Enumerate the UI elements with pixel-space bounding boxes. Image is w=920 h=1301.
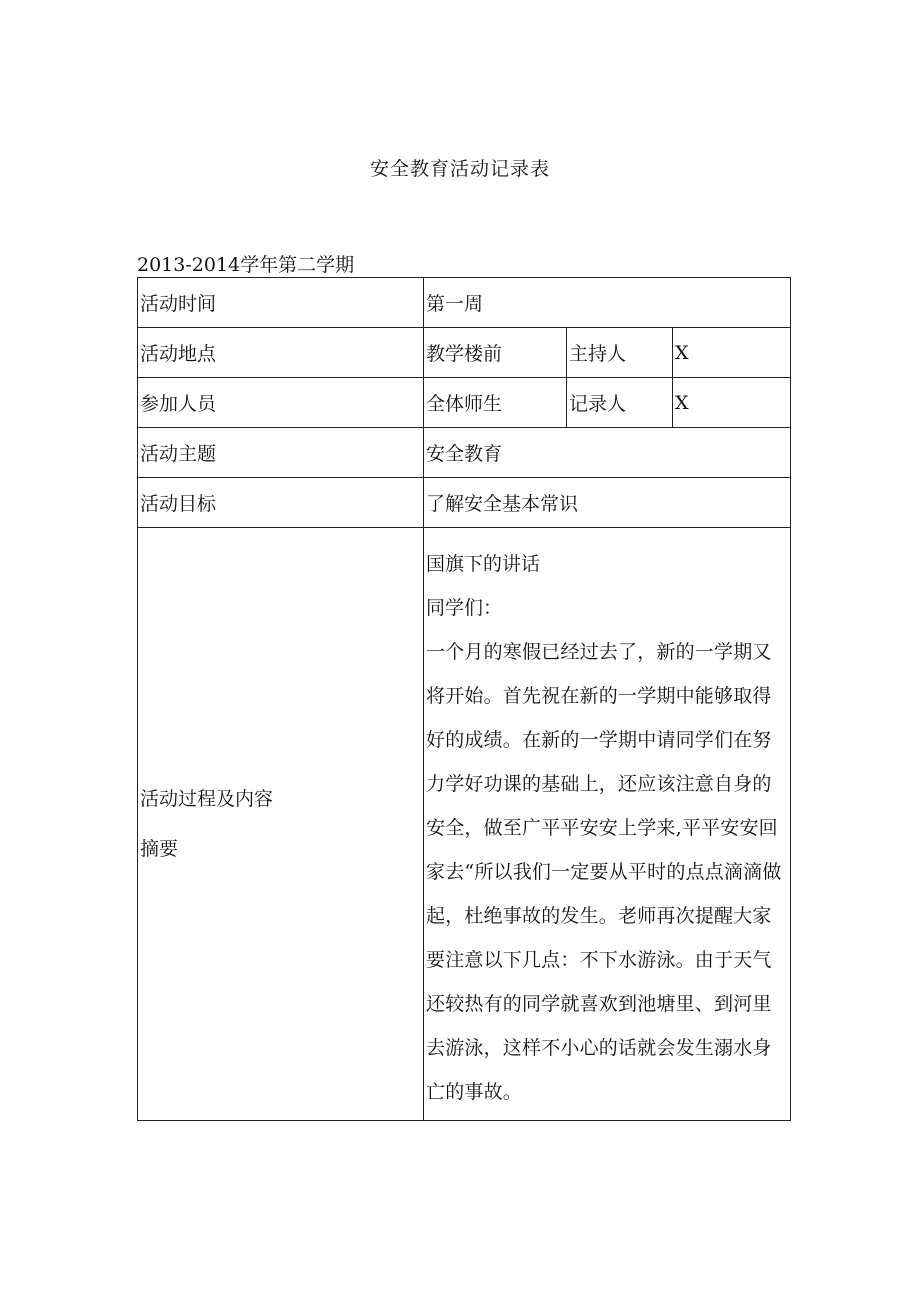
value-activity-goal: 了解安全基本常识 [424, 478, 791, 528]
label-participants: 参加人员 [138, 378, 424, 428]
label-activity-time: 活动时间 [138, 278, 424, 328]
label-activity-theme: 活动主题 [138, 428, 424, 478]
document-title: 安全教育活动记录表 [369, 158, 550, 180]
value-activity-time: 第一周 [424, 278, 791, 328]
table-row-time [138, 278, 791, 328]
summary-label-line1: 活动过程及内容 [140, 788, 274, 810]
value-activity-location: 教学楼前 [424, 328, 567, 378]
label-activity-goal: 活动目标 [138, 478, 424, 528]
table-row-participants [138, 378, 791, 428]
label-recorder: 记录人 [567, 378, 673, 428]
term-label: 2013-2014学年第二学期 [137, 254, 355, 276]
label-activity-location: 活动地点 [138, 328, 424, 378]
speech-heading: 国旗下的讲话 [426, 553, 541, 575]
summary-label-cell [138, 528, 424, 1121]
value-host: X [673, 328, 791, 378]
value-activity-theme: 安全教育 [424, 428, 791, 478]
label-host: 主持人 [567, 328, 673, 378]
speech-greeting: 同学们： [426, 597, 503, 619]
value-participants: 全体师生 [424, 378, 567, 428]
activity-record-table [137, 277, 791, 1121]
speech-body: 一个月的寒假已经过去了，新的一学期又将开始。首先祝在新的一学期中能够取得好的成绩。在新的一学期中请同学们在努力学好功课的基础上，还应该注意自身的安全，做至广平平安安上学来,平平安安回家去“所以我们一定要从平时的点点滴滴做起，杜绝事故的发生。老师再次提醒大家要注意以下几点：不下水游泳。由于天气还较热有的同学就喜欢到池塘里、到河里去游泳，这样不小心的话就会发生溺水身亡的事故。 [426, 641, 782, 1103]
table-row-theme [138, 428, 791, 478]
summary-label-line2: 摘要 [140, 838, 179, 860]
summary-content-cell [424, 528, 791, 1121]
table-row-summary [138, 528, 791, 1121]
value-recorder: X [673, 378, 791, 428]
table-row-location [138, 328, 791, 378]
table-row-goal [138, 478, 791, 528]
